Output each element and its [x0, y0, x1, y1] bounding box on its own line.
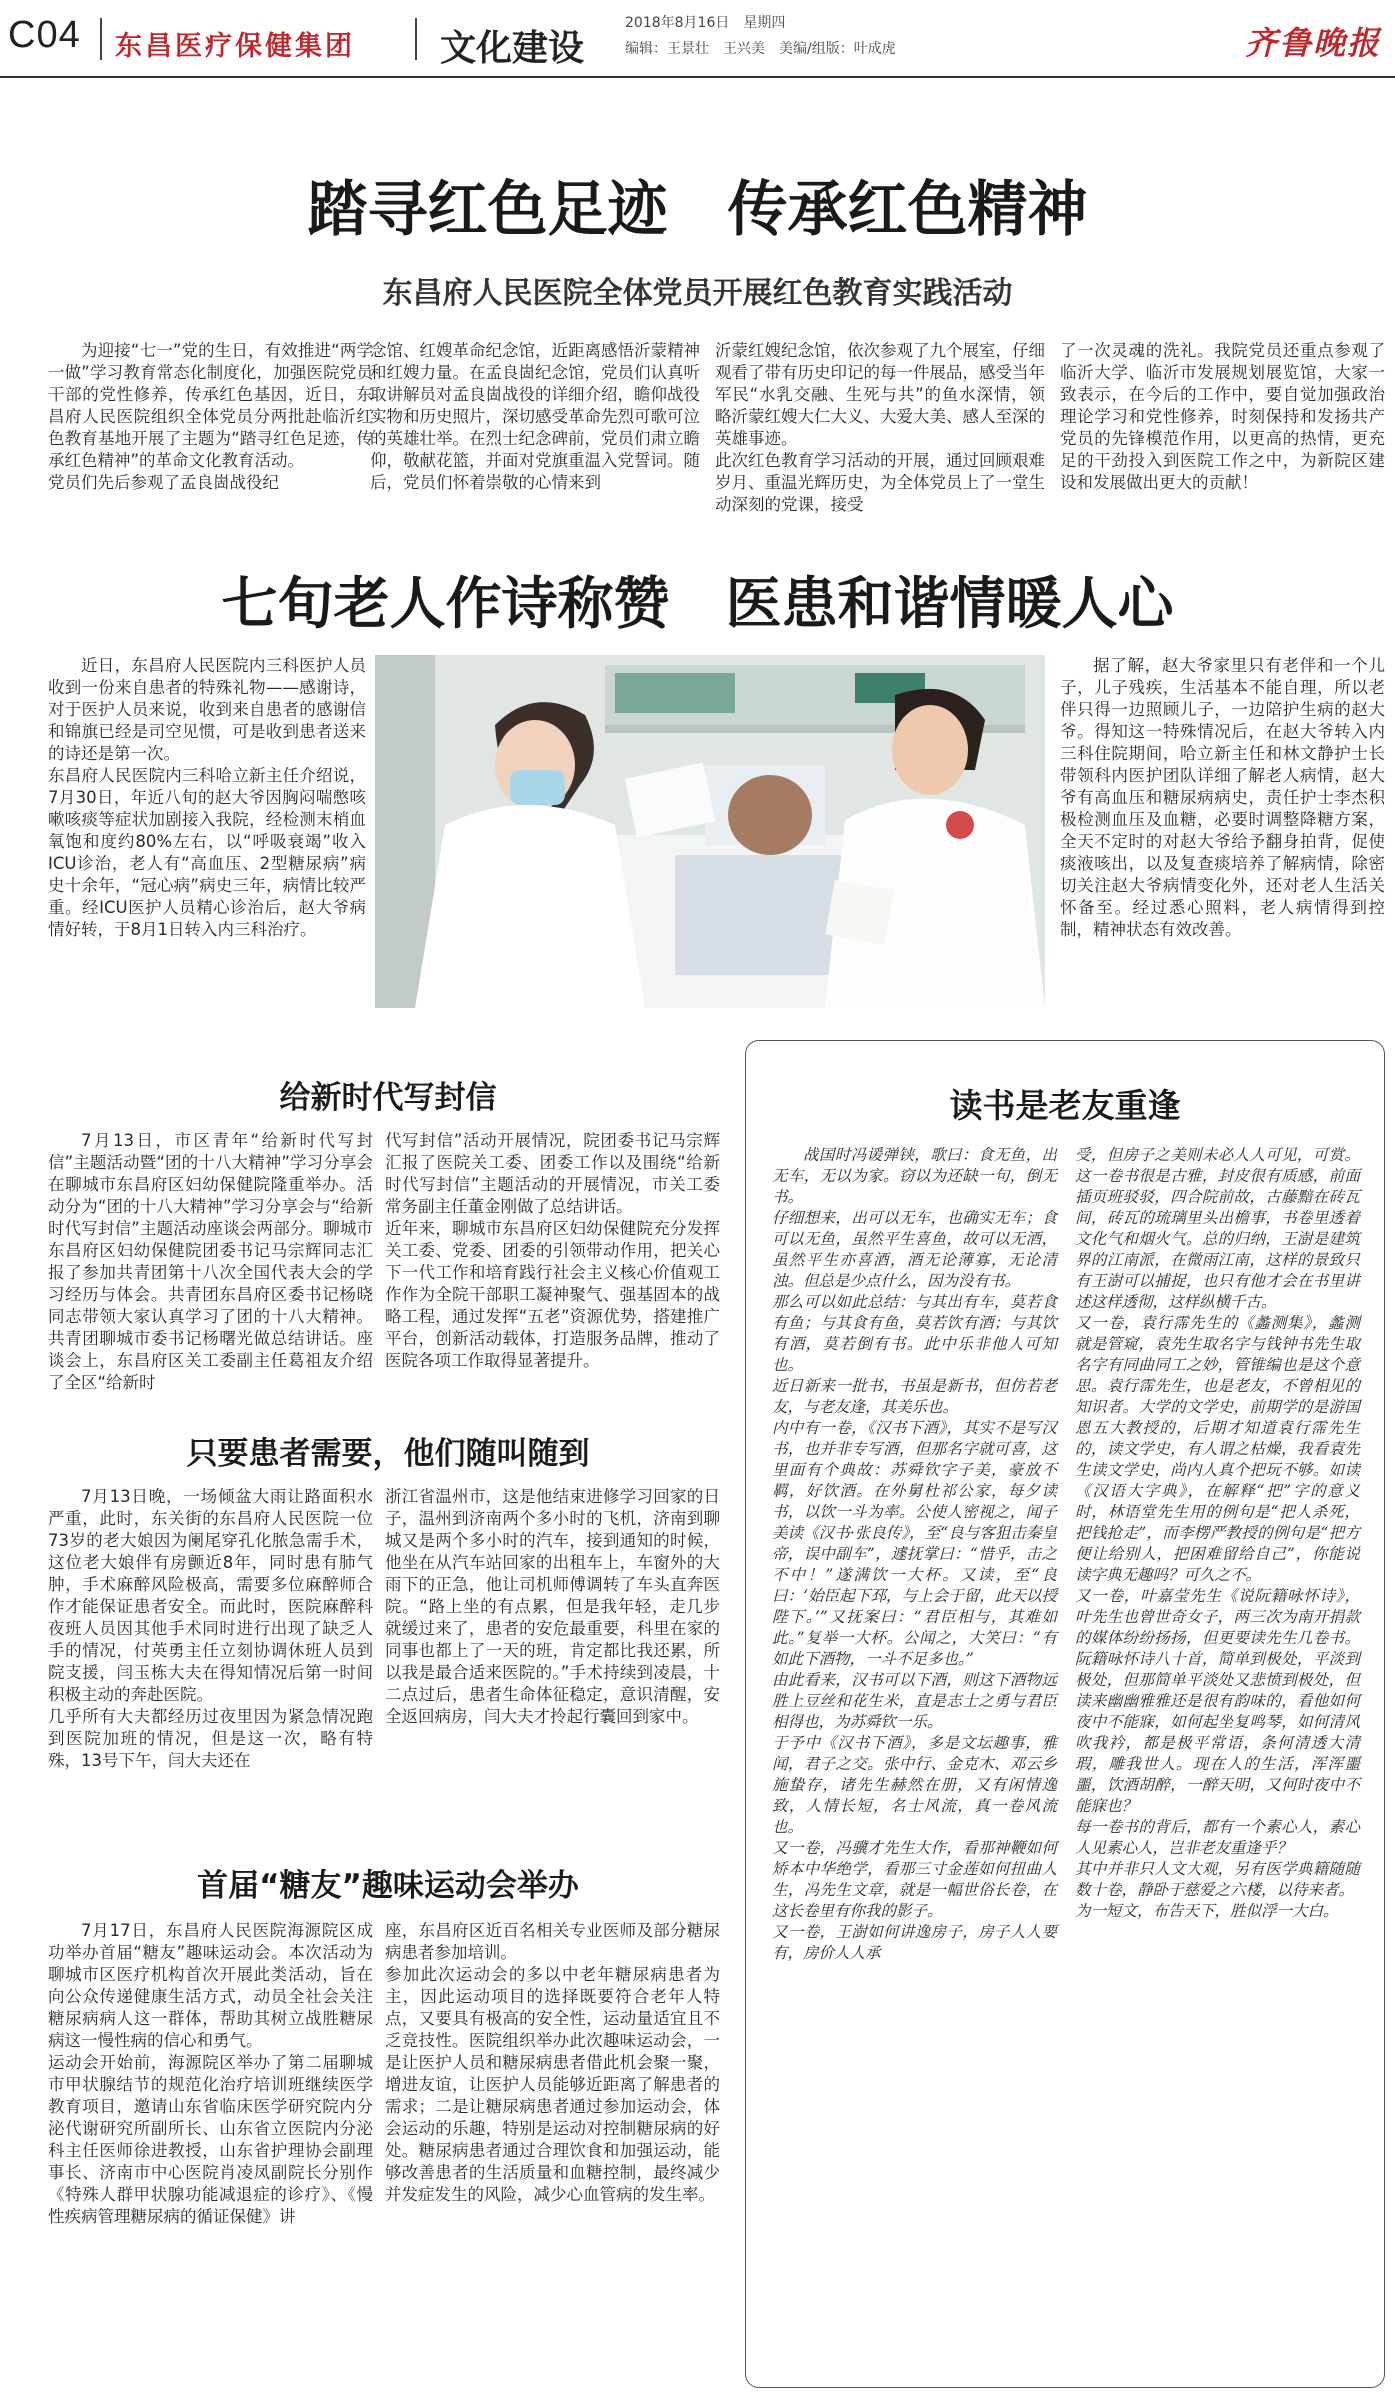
paragraph: 为迎接“七一”党的生日，有效推进“两学一做”学习教育常态化制度化，加强医院党员干部的党性修养，传承红色基因，近日，东昌府人民医院组织全体党员分两批赴临沂红色教育基地开展了主题为“踏寻红色足迹，传承红色精神”的革命文化教育活动。 党员们先后参观了孟良崮战役纪	[48, 341, 373, 492]
article-column	[385, 1486, 720, 1728]
article-title: 踏寻红色足迹 传承红色精神	[307, 175, 1088, 245]
article-title: 给新时代写封信	[279, 1080, 497, 1116]
article-title: 首届“糖友”趣味运动会举办	[197, 1868, 579, 1904]
header-rule	[0, 76, 1395, 78]
paragraph: 7月13日晚，一场倾盆大雨让路面积水严重，此时，东关街的东昌府人民医院一位73岁的老大娘因为阑尾穿孔化脓急需手术，这位老大娘伴有房颤近8年，同时患有肺气肿，手术麻醉风险极高，需要多位麻醉师合作才能保证患者安全。而此时，医院麻醉科夜班人员因其他手术同时进行出现了缺乏人手的情况，付英勇主任立刻协调休班人员到院支援，闫玉栋大夫在得知情况后第一时间积极主动的奔赴医院。 几乎所有大夫都经历过夜里因为紧急情况跑到医院加班的情况，但是这一次，略有特殊，13号下午，闫大夫还在	[48, 1487, 373, 1770]
article-column	[1060, 655, 1385, 941]
article-column	[48, 1920, 373, 2228]
article-title: 七旬老人作诗称赞 医患和谐情暖人心	[221, 571, 1174, 637]
paragraph: 座，东昌府区近百名相关专业医师及部分糖尿病患者参加培训。 参加此次运动会的多以中老年糖尿病患者为主，因此运动项目的选择既要符合老年人特点，又要具有极高的安全性，运动量适宜且不乏竞技性。医院组织举办此次趣味运动会，一是让医护人员和糖尿病患者借此机会聚一聚，增进友谊，让医护人员能够近距离了解患者的需求；二是让糖尿病患者通过参加运动会，体会运动的乐趣，特别是运动对控制糖尿病的好处。糖尿病患者通过合理饮食和加强运动，能够改善患者的生活质量和血糖控制，最终减少并发症发生的风险，减少心血管病的发生率。	[385, 1921, 720, 2204]
paragraph: 据了解，赵大爷家里只有老伴和一个儿子，儿子残疾，生活基本不能自理，所以老伴只得一边照顾儿子，一边陪护生病的赵大爷。得知这一特殊情况后，在赵大爷转入内三科住院期间，哈立新主任和林文静护士长带领科内医护团队详细了解老人病情，赵大爷有高血压和糖尿病病史，责任护士李杰积极检测血压及血糖，必要时调整降糖方案，全天不定时的对赵大爷给予翻身拍背，促使痰液咳出，以及复查痰培养了解病情，除密切关注赵大爷病情变化外，还对老人生活关怀备至。经过悉心照料，老人病情得到控制，精神状态有效改善。	[1060, 656, 1385, 939]
article-subtitle: 东昌府人民医院全体党员开展红色教育实践活动	[382, 276, 1013, 311]
paragraph: 了一次灵魂的洗礼。我院党员还重点参观了临沂大学、临沂市发展规划展览馆，大家一致表示，在今后的工作中，要自觉加强政治理论学习和党性修养，时刻保持和发扬共产党员的先锋模范作用，以更高的热情，更充足的干劲投入到医院工作之中，为新院区建设和发展做出更大的贡献！	[1060, 341, 1385, 492]
page-number: C04	[8, 14, 81, 56]
paragraph: 近日，东昌府人民医院内三科医护人员收到一份来自患者的特殊礼物——感谢诗，对于医护人员来说，收到来自患者的感谢信和锦旗已经是司空见惯，可是收到患者送来的诗还是第一次。 东昌府人民医院内三科哈立新主任介绍说，7月30日，年近八旬的赵大爷因胸闷喘憋咳嗽咳痰等症状加剧接入我院，经检测末梢血氧饱和度约80%左右，以“呼吸衰竭”收入ICU诊治，老人有“高血压、2型糖尿病”病史十余年，“冠心病”病史三年，病情比较严重。经ICU医护人员精心诊治后，赵大爷病情好转，于8月1日转入内三科治疗。	[48, 656, 366, 939]
article-column	[772, 1145, 1057, 1964]
article-column	[385, 1130, 720, 1372]
section-title: 文化建设	[440, 28, 585, 69]
article-title: 读书是老友重逢	[949, 1086, 1181, 1125]
article-column	[715, 340, 1045, 516]
article-column	[48, 1486, 373, 1772]
paragraph: 沂蒙红嫂纪念馆，依次参观了九个展室，仔细观看了带有历史印记的每一件展品，感受当年军民“水乳交融、生死与共”的鱼水深情，领略沂蒙红嫂大仁大义、大爱大美、感人至深的英雄事迹。 此次红色教育学习活动的开展，通过回顾艰难岁月、重温光辉历史，为全体党员上了一堂生动深刻的党课，接受	[715, 341, 1045, 514]
paragraph: 浙江省温州市，这是他结束进修学习回家的日子，温州到济南两个多小时的飞机，济南到聊城又是两个多小时的汽车，接到通知的时候，他坐在从汽车站回家的出租车上，车窗外的大雨下的正急，他让司机师傅调转了车头直奔医院。“路上坐的有点累，但是我年轻，走几步就缓过来了，患者的安危最重要，科里在家的同事也都上了一天的班，肯定都比我还累，所以我是最合适来医院的。”手术持续到凌晨，十二点过后，患者生命体征稳定，意识清醒，安全返回病房，闫大夫才拎起行囊回到家中。	[385, 1487, 720, 1726]
article-column	[1060, 340, 1385, 494]
paragraph: 代写封信”活动开展情况，院团委书记马宗辉汇报了医院关工委、团委工作以及围绕“给新时代写封信”主题活动的开展情况，市关工委常务副主任董金刚做了总结讲话。 近年来，聊城市东昌府区妇幼保健院充分发挥关工委、党委、团委的引领带动作用，把关心下一代工作和培育践行社会主义核心价值观工作作为全院干部职工凝神聚气、强基固本的战略工程，通过发挥“五老”资源优势，搭建推广平台，创新活动载体，打造服务品牌，推动了医院各项工作取得显著提升。	[385, 1131, 720, 1370]
paragraph: 7月17日，东昌府人民医院海源院区成功举办首届“糖友”趣味运动会。本次活动为聊城市区医疗机构首次开展此类活动，旨在向公众传递健康生活方式，动员全社会关注糖尿病病人这一群体，帮助其树立战胜糖尿病这一慢性病的信心和勇气。 运动会开始前，海源院区举办了第二届聊城市甲状腺结节的规范化治疗培训班继续医学教育项目，邀请山东省临床医学研究院内分泌代谢研究所副所长、山东省立医院内分泌科主任医师徐进教授，山东省护理协会副理事长、济南市中心医院肖凌凤副院长分别作《特殊人群甲状腺功能减退症的诊疗》、《慢性疾病管理糖尿病的循证保健》讲	[48, 1921, 373, 2226]
editors-line: 编辑：王景壮 王兴美 美编/组版：叶成虎	[625, 41, 896, 57]
newspaper-logo: 齐鲁晚报	[1245, 24, 1382, 62]
date-line: 2018年8月16日 星期四	[625, 15, 786, 31]
photo-illustration	[375, 655, 1045, 1008]
paragraph: 念馆、红嫂革命纪念馆，近距离感悟沂蒙精神和红嫂力量。在孟良崮纪念馆，党员们认真听取讲解员对孟良崮战役的详细介绍，瞻仰战役实物和历史照片，深切感受革命先烈可歌可泣的英雄壮举。在烈士纪念碑前，党员们肃立瞻仰，敬献花篮，并面对党旗重温入党誓词。随后，党员们怀着崇敬的心情来到	[370, 341, 700, 492]
hospital-photo	[375, 655, 1045, 1008]
paragraph: 7月13日，市区青年“给新时代写封信”主题活动暨“团的十八大精神”学习分享会在聊城市东昌府区妇幼保健院隆重举办。活动分为“团的十八大精神”学习分享会与“给新时代写封信”主题活动座谈会两部分。聊城市东昌府区妇幼保健院团委书记马宗辉同志汇报了参加共青团第十八次全国代表大会的学习经历与体会。共青团东昌府区委书记杨晓同志带领大家认真学习了团的十八大精神。共青团聊城市委书记杨曙光做总结讲话。座谈会上，东昌府区关工委副主任葛祖友介绍了全区“给新时	[48, 1131, 373, 1392]
article-title: 只要患者需要，他们随叫随到	[186, 1436, 590, 1472]
article-column	[48, 340, 373, 494]
divider	[415, 18, 417, 60]
paragraph: 战国时冯谖弹铗，歌曰：食无鱼，出无车，无以为家。窃以为还缺一句，倒无书。 仔细想来，出可以无车，也确实无车；食可以无鱼，虽然平生喜鱼，故可以无酒，虽然平生亦喜酒，酒无论薄寡，无论清浊。但总是少点什么，因为没有书。 那么可以如此总结：与其出有车，莫若食有鱼；与其食有鱼，莫若饮有酒；与其饮有酒，莫若倒有书。此中乐非他人可知也。 近日新来一批书，书虽是新书，但仿若老友，与老友逢，其美乐也。 内中有一卷，《汉书下酒》，其实不是写汉书，也并非专写酒，但那名字就可喜，这里面有个典故：苏舜钦字子美，豪放不羁，好饮酒。在外舅杜祁公家，每夕读书，以饮一斗为率。公使人密视之，闻子美读《汉书·张良传》，至“良与客狙击秦皇帝，误中副车”，遽抚掌曰：“惜乎，击之不中！”遂满饮一大杯。又读，至“良曰：‘始臣起下邳，与上会于留，此天以授陛下。’”又抚案曰：“君臣相与，其难如此。”复举一大杯。公闻之，大笑曰：“有如此下酒物，一斗不足多也。” 由此看来，汉书可以下酒，则这下酒物远胜上豆丝和花生米，直是志士之勇与君臣相得也，为苏舜钦一乐。 于予中《汉书下酒》，多是文坛趣事，雅闻，君子之交。张中行、金克木、邓云乡施蛰存，诸先生赫然在册，又有闲情逸致，人情长短，名士风流，真一卷风流也。 又一卷，冯骥才先生大作，看那神鞭如何矫本中华绝学，看那三寸金莲如何扭曲人生，冯先生文章，就是一幅世俗长卷，在这长卷里有你我的影子。 又一卷，王澍如何讲逸房子，房子人人要有，房价人人承	[772, 1146, 1057, 1962]
page-header	[0, 0, 1395, 72]
article-column	[48, 1130, 373, 1394]
divider	[100, 18, 102, 60]
group-name: 东昌医疗保健集团	[115, 31, 355, 62]
paragraph: 受，但房子之美则未必人人可见，可赏。这一卷书很是古雅，封皮很有质感，前面插页班驳驳，四合院前故，古藤黯在砖瓦间，砖瓦的琉璃里头出檐事，书卷里透着文化气和烟火气。总的归纳，王澍是建筑界的江南派，在微雨江南，这样的景致只有王澍可以捕捉，也只有他才会在书里讲述这样透彻，这样纵横千古。 又一卷，袁行霈先生的《蠡测集》，蠡测就是管窥，袁先生取名字与钱钟书先生取名字有同曲同工之妙，管锥编也是这个意思。袁行霈先生，也是老友，不曾相见的知识者。大学的文学史，前期学的是游国恩五大教授的，后期才知道袁行霈先生的，读文学史，有人谓之枯燥，我看袁先生读文学史，尚内人真个把玩不够。如读《汉语大字典》，在解释“把”字的意义时，林语堂先生用的例句是“把人杀死，把钱抢走”，而李楞严教授的例句是“把方便让给别人，把困难留给自己”，你能说读字典无趣吗？可久之不。 又一卷，叶嘉莹先生《说阮籍咏怀诗》，叶先生也曾世奇女子，两三次为南开捐款的媒体纷纷扬扬，但更要读先生几卷书。阮籍咏怀诗八十首，简单到极处，平淡到极处，但那简单平淡处又悲愤到极处，但读来幽幽雅雅还是很有韵味的，看他如何夜中不能寐，如何起坐复鸣琴，如何清风吹我衿，都是极平常语，条何清透大清瑕，雕我世人。现在人的生活，浑浑噩噩，饮酒胡醉，一醉天明，又何时夜中不能寐也？ 每一卷书的背后，都有一个素心人，素心人见素心人，岂非老友重逢乎？ 其中并非只人文大观，另有医学典籍随随数十卷，静卧于慈爱之六楼，以待来者。 为一短文，布告天下，胜似浮一大白。	[1075, 1146, 1360, 1920]
article-column	[385, 1920, 720, 2206]
article-column	[48, 655, 366, 941]
article-column	[370, 340, 700, 494]
article-column	[1075, 1145, 1360, 1922]
